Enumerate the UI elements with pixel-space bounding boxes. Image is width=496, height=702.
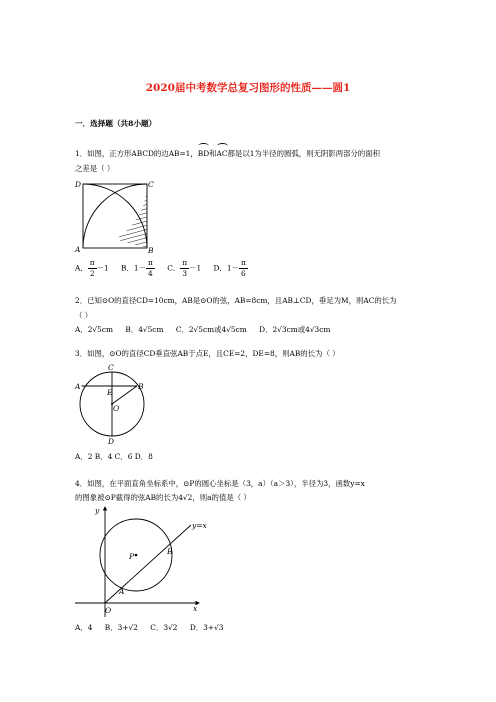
q1-option-b[interactable]: B．1－ $\frac{\pi}{4}$ [121,258,153,278]
q3-label-d: D [108,437,115,446]
q1-arc2: AC [217,145,228,160]
q1-arc1: BD [198,145,209,160]
q1-label-b: B [148,246,154,255]
q4-label-o: O [105,606,112,615]
q1-line1: 1．如图，正方形ABCD的边AB=1， BD和 AC都是以1为半径的圆弧，则无阴影两部分的面积 [75,145,380,160]
q1-option-d[interactable]: D．1－ $\frac{\pi}{6}$ [213,258,246,278]
q4-line2: 的图象被⊙P截得的弦AB的长为4√2，则a的值是（ ） [75,493,251,502]
q3-line1: 3．如图，⊙O的直径CD垂直弦AB于点E，且CE=2，DE=8，则AB的长为（ ） [75,349,340,358]
q4-label-yx: y=x [192,521,207,530]
q4-line1: 4．如图，在平面直角坐标系中，⊙P的圆心坐标是（3，a）（a＞3），半径为3，函数y=x [75,479,365,488]
q4-figure [75,503,207,619]
q4-option-b[interactable]: B．3+√2 [104,623,138,632]
q4-label-y: y [95,506,100,515]
q3-label-e: E [107,388,113,397]
page-title: 2020届中考数学总复习图形的性质——圆1 [145,82,351,94]
q1-option-a[interactable]: A． $\frac{\pi}{2}$ －1 [75,258,109,278]
section-heading: 一．选择题（共8小题） [75,119,157,128]
q3-options[interactable]: A．2 B．4 C．6 D．8 [75,452,153,461]
q1-options [75,258,258,279]
q1-line2: 之差是（ ） [75,164,115,173]
q1-label-a: A [75,245,81,254]
q4-label-p: P [129,552,135,561]
q2-line1: 2．已知⊙O的直径CD=10cm，AB是⊙O的弦，AB=8cm，且AB⊥CD，垂足为M，则AC的长为 [75,296,397,305]
q4-option-d[interactable]: D．3+√3 [189,623,224,632]
q1-text-a: 1．如图，正方形ABCD的边AB=1， [75,149,198,158]
q2-option-b[interactable]: B．4√5cm [125,325,164,334]
q2-option-d[interactable]: D．2√3cm或4√3cm [259,325,331,334]
q1-figure [75,178,155,254]
q3-label-a: A [75,382,81,391]
q1-label-c: C [148,180,154,189]
q3-label-c: C [108,363,114,372]
q1-option-c[interactable]: C． $\frac{\pi}{3}$ －1 [167,258,202,278]
q4-option-c[interactable]: C．3√2 [150,623,178,632]
q2-options [75,323,340,336]
q4-label-a: A [119,587,125,596]
q3-label-o: O [113,404,120,413]
q3-figure [75,362,155,446]
q4-center-dot [135,554,138,557]
q1-text-b: 都是以1为半径的圆弧，则无阴影两部分的面积 [227,149,381,158]
q4-label-b: B [167,547,173,556]
q4-line-yx [105,525,191,603]
q4-label-x: x [193,604,198,613]
q4-options [75,621,233,634]
q4-option-a[interactable]: A．4 [75,623,93,632]
q2-option-c[interactable]: C．2√5cm或4√5cm [175,325,247,334]
q3-radius-ob [112,386,137,404]
q2-line2: （ ） [75,311,93,320]
q2-option-a[interactable]: A．2√5cm [75,325,113,334]
q1-label-d: D [75,180,82,189]
q3-label-b: B [138,382,144,391]
